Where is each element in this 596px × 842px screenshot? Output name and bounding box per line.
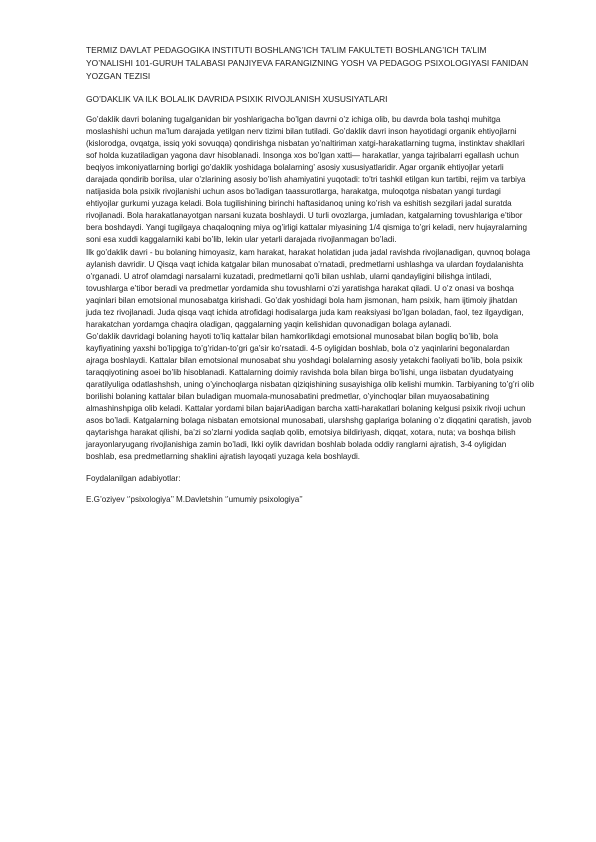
document-body — [86, 114, 534, 463]
body-paragraph: Ilk go’daklik davri - bu bolaning himoyasiz, kam harakat, harakat holatidan juda jadal ravishda rivojlanadigan, quvnoq bolaga aylanish davridir. U Qisqa vaqt ichida katgalar bilan munosabat o’rnatadi, predmetlarni ushlashga va ulardan foydalanishta o’rganadi. U atrof olamdagi narsalarni kuzatadi, predmetlarni qo’li bilan ushlab, ularni qandayligini bilishga intiladi, tovushlarga e’tibor beradi va predmetlar yordamida shu tovushlarni o’zi yaratishga harakat qiladi. U o’z onasi va boshqa yaqinlari bilan emotsional munosabatga kirishadi. Go’dak yoshidagi bola ham jismonan, ham psixik, ham ijtimoiy jihatdan juda tez rivojlanadi. Juda qisqa vaqt ichida atrofidagi hodisalarga juda kam reaksiyasi bo’lgan boladan, faol, tez ilgaydigan, harakatchan yordamga chaqira oladigan, qaggalarning yaqin kelishidan quvonadigan bolaga aylanadi. — [86, 247, 531, 329]
body-paragraph: Go’daklik davri bolaning tugalganidan bir yoshlarigacha bo’lgan davrni o’z ichiga olib, bu davrda bola tashqi muhitga moslashishi uchun ma’lum darajada yetilgan nerv tizimi bilan tutiladi. Go’daklik davri inson hayotidagi organik ehtiyojlarni (kislorodga, ovqatga, issiq yoki sovuqqa) qondirishga nisbatan yo’naltiriman xatgi-harakatlarning tugma, instinktav shakllari sof holda kuzatiladigan yagona davr hisoblanadi. Insonga xos bo’lgan xatti— harakatlar, yanga tajribalarri egallash uchun beqiyos imkoniyatlarning borligi go’daklik yoshidaga bolalarning’ asosiy xususiyatlaridir. Agar organik ehtiyojlar yetarli darajada qondirib borilsa, ular o’zlarining asosiy bo’lish ahamiyatini yuqotadi: to’tri tashkil etilgan kun tartibi, rejim va tarbiya natijasida bola psixik rivojlanishi uchun asos bo’ladigan taassurotlarga, harakatga, muloqotga nisbatan yangi turdagi ehtiyojlar gurkumi yuzaga keladi. Bola tugilishining birinchi haftasidanoq uning ko’rish va eshitish sezgilari jadal suratda rivojlanadi. Bola harakatlanayotgan narsani kuzata boshlaydi. U turli ovozlarga, jumladan, katgalarning tovushlariga e’tibor bera boshdaydi. Yangi tugilgaya chaqaloqning miya og’irligi kattalar miyasining 1/4 qismiga to’gri keladi, nerv hujayralarning soni esa xuddi kaggalarniki kabi bo’lib, lekin ular yetarli darajada rivojlanmagan bo’ladi. — [86, 115, 528, 245]
body-paragraph: Go’daklik davridagi bolaning hayoti to’liq kattalar bilan hamkorlikdagi emotsional munosabat bilan bogliq bo’lib, bola kayfiyatining yaxshi bo’lipgiga to’g’ridan-to’gri ga’sir ko’rsatadi. 4-5 oyligidan boshlab, bola o’z yaqinlarini begonalardan ajraga boshlaydi. Kattalar bilan emotsional munosabat shu yoshdagi bolalarning asosiy yetakchi faoliyati bo’lib, bola psixik taraqqiyotining asoei bo’lib hisoblanadi. Kattalarning doimiy ravishda bola bilan birga bo’lishi, unga iisbatan dyudatyaing qaratilyuliga odatlashshsh, uning o’yinchoqlarga nisbatan qiziqishining susayishiga olib kelishi mumkin. Tarbiyaning to’g’ri olib borilishi bolaning kattalar bilan buladigan muomala-munosabatini predmetlar, o’yinchoqlar bilan muyaosabatining almashinshpiga olib keladi. Kattalar yordami bilan bajariAadigan barcha xatti-harakatlari bolaning kelgusi psixik rivoji uchun asos bo’ladi. Katgalarning bolaga nisbatan emotsional munosabati, ularshshg gaplariga bolaning o’z diqqatini qaratish, javob qaytarishga harakat qilishi, ba’zi so’zlarni yodida saqlab qolib, emotsiya bildiriyash, diqqat, xotara, nuta; va boshqa bilish jarayonlaryugang rivojlanishiga zamin bo’ladi, Ikki oylik davridan boshlab bolada oddiy ranglarni ajratish, 3-4 oyligidan boshlab, esa predmetlarning shaklini ajratish layoqati yuzaga kela boshlaydi. — [86, 331, 534, 462]
document-subtitle: GO’DAKLIK VA ILK BOLALIK DAVRIDA PSIXIK RIVOJLANISH XUSUSIYATLARI — [86, 94, 388, 104]
document-title: TERMIZ DAVLAT PEDAGOGIKA INSTITUTI BOSHLANG’ICH TA’LIM FAKULTETI BOSHLANG’ICH TA’LIM YO’NALISHI 101-GURUH TALABASI PANJIYEVA FARANGIZNING YOSH VA PEDAGOG PSIXOLOGIYASI FANIDAN YOZGAN TEZISI — [86, 45, 529, 81]
references-heading: Foydalanilgan adabiyotlar: — [86, 474, 181, 484]
reference-item: E.G’oziyev ‘’psixologiya’’ M.Davletshin ‘’umumiy psixologiya’’ — [86, 495, 303, 505]
